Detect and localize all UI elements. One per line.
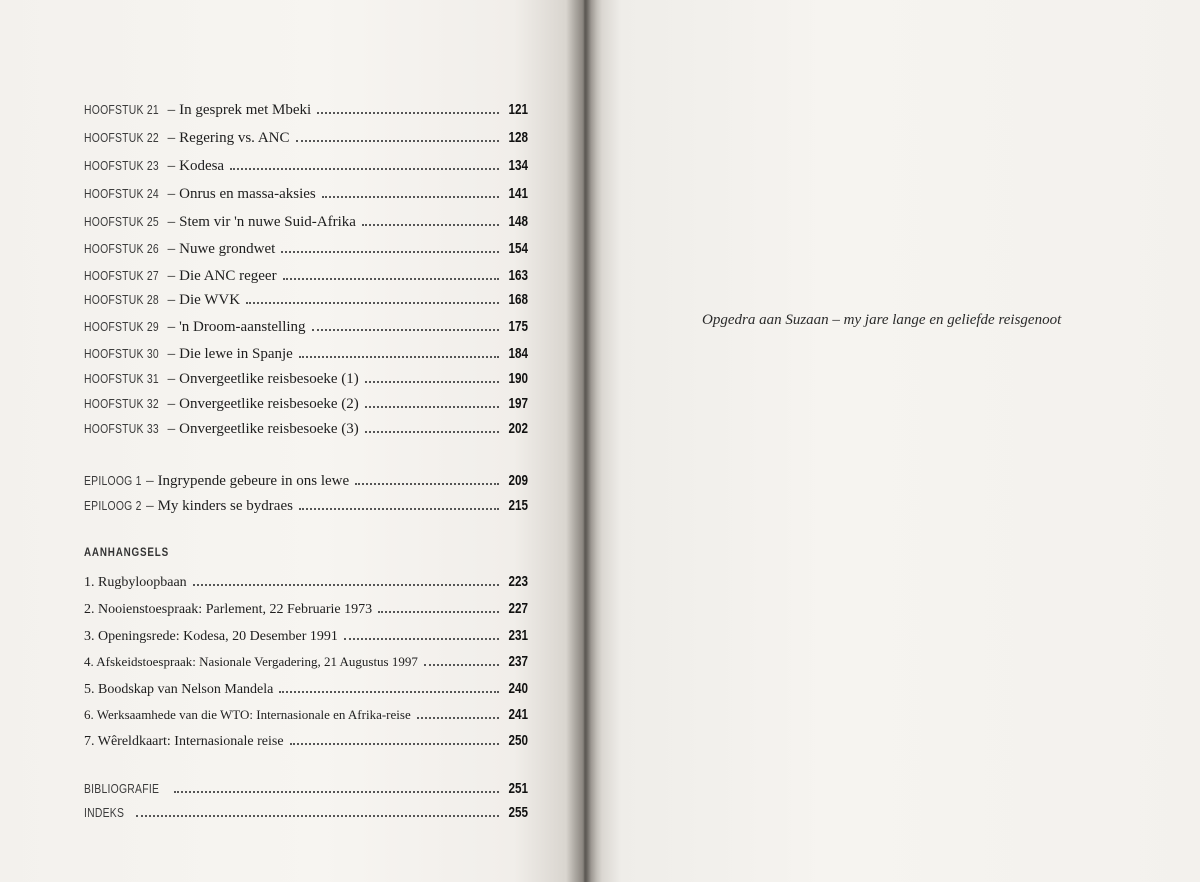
toc-entry-page: 148: [508, 213, 528, 230]
toc-entry-title: 1. Rugbyloopbaan: [84, 575, 187, 590]
dot-leader: [299, 507, 499, 510]
toc-entry[interactable]: [84, 267, 528, 289]
toc-entry-page: 154: [508, 240, 528, 257]
toc-entry-page: 141: [508, 185, 528, 202]
toc-entry-title: Onvergeetlike reisbesoeke (1): [179, 371, 359, 387]
toc-entry-title: 'n Droom-aanstelling: [179, 319, 306, 335]
toc-entry[interactable]: [84, 291, 528, 313]
toc-entry-page: 184: [508, 345, 528, 362]
toc-entry-label: HOOFSTUK 24: [84, 186, 159, 201]
toc-entry-title: Nuwe grondwet: [179, 241, 276, 257]
toc-entry-title: 2. Nooienstoespraak: Parlement, 22 Februarie 1973: [84, 602, 373, 617]
toc-entry[interactable]: [84, 129, 528, 151]
toc-entry-title: Die lewe in Spanje: [179, 346, 293, 362]
toc-entry-label: HOOFSTUK 26: [84, 241, 159, 256]
toc-entry-title: Onrus en massa-aksies: [179, 186, 316, 202]
dot-leader: [417, 716, 499, 719]
toc-entry-label: HOOFSTUK 21: [84, 102, 159, 117]
toc-entry[interactable]: [84, 395, 528, 417]
toc-entry-label: HOOFSTUK 30: [84, 346, 159, 361]
dot-leader: [424, 663, 499, 666]
dot-leader: [290, 742, 499, 745]
toc-entry[interactable]: [84, 185, 528, 207]
toc-entry-page: 134: [508, 157, 528, 174]
toc-entry-dash: –: [167, 186, 176, 202]
dedication-text: Opgedra aan Suzaan – my jare lange en geliefde reisgenoot: [702, 312, 1062, 328]
toc-entry-title: Stem vir 'n nuwe Suid-Afrika: [179, 214, 356, 230]
dot-leader: [279, 690, 499, 693]
toc-entry-page: 241: [508, 706, 528, 723]
dot-leader: [365, 405, 499, 408]
toc-entry-dash: –: [167, 346, 176, 362]
toc-entry-label: BIBLIOGRAFIE: [84, 781, 160, 796]
toc-entry-dash: –: [167, 130, 176, 146]
toc-entry[interactable]: [84, 157, 528, 179]
toc-entry-label: HOOFSTUK 28: [84, 292, 159, 307]
toc-entry-label: EPILOOG 2: [84, 498, 142, 513]
toc-entry-dash: –: [167, 371, 176, 387]
toc-entry-page: 209: [508, 472, 528, 489]
toc-entry-epilogue[interactable]: [84, 472, 528, 494]
toc-entry-title: Ingrypende gebeure in ons lewe: [157, 473, 350, 489]
toc-entry-label: HOOFSTUK 27: [84, 268, 159, 283]
toc-entry[interactable]: [84, 318, 528, 340]
toc-entry-title: 7. Wêreldkaart: Internasionale reise: [84, 734, 284, 749]
toc-entry-dash: –: [167, 158, 176, 174]
toc-entry-title: In gesprek met Mbeki: [179, 102, 312, 118]
dot-leader: [362, 223, 499, 226]
dot-leader: [378, 610, 499, 613]
toc-entry-page: 215: [508, 497, 528, 514]
toc-entry-page: 163: [508, 267, 528, 284]
dot-leader: [230, 167, 499, 170]
toc-entry-page: 197: [508, 395, 528, 412]
toc-entry-page: 227: [508, 600, 528, 617]
toc-entry[interactable]: [84, 420, 528, 442]
toc-entry-label: HOOFSTUK 29: [84, 319, 159, 334]
toc-entry-dash: –: [167, 268, 176, 284]
toc-entry-appendix[interactable]: [84, 573, 528, 595]
dot-leader: [193, 583, 499, 586]
dot-leader: [174, 790, 499, 793]
appendix-heading: AANHANGSELS: [84, 545, 170, 559]
toc-entry[interactable]: [84, 370, 528, 392]
dot-leader: [296, 139, 499, 142]
toc-entry-appendix[interactable]: [84, 627, 528, 649]
book-gutter: [566, 0, 602, 882]
toc-entry-epilogue[interactable]: [84, 497, 528, 519]
toc-entry-page: 128: [508, 129, 528, 146]
toc-entry-dash: –: [167, 319, 176, 335]
toc-entry-page: 240: [508, 680, 528, 697]
toc-entry-label: INDEKS: [84, 805, 125, 820]
toc-entry[interactable]: [84, 101, 528, 123]
toc-entry-appendix[interactable]: [84, 680, 528, 702]
toc-entry-title: 5. Boodskap van Nelson Mandela: [84, 682, 274, 697]
dot-leader: [136, 814, 499, 817]
toc-entry-label: HOOFSTUK 23: [84, 158, 159, 173]
toc-entry-label: HOOFSTUK 33: [84, 421, 159, 436]
toc-entry-page: 231: [508, 627, 528, 644]
toc-entry-page: 250: [508, 732, 528, 749]
toc-entry[interactable]: [84, 345, 528, 367]
toc-entry-title: Die WVK: [179, 292, 241, 308]
dot-leader: [246, 301, 499, 304]
toc-entry-bibliography[interactable]: [84, 780, 528, 802]
toc-entry-appendix[interactable]: [84, 732, 528, 754]
toc-entry-title: 3. Openingsrede: Kodesa, 20 Desember 1991: [84, 629, 338, 644]
toc-entry-title: 4. Afskeidstoespraak: Nasionale Vergadering, 21 Augustus 1997: [84, 654, 418, 669]
toc-entry-page: 202: [508, 420, 528, 437]
toc-entry-label: HOOFSTUK 31: [84, 371, 159, 386]
toc-entry-dash: –: [167, 214, 176, 230]
toc-entry-label: HOOFSTUK 25: [84, 214, 159, 229]
dot-leader: [317, 111, 499, 114]
toc-entry[interactable]: [84, 240, 528, 262]
toc-entry-page: 223: [508, 573, 528, 590]
toc-entry[interactable]: [84, 213, 528, 235]
toc-entry-dash: –: [167, 102, 176, 118]
toc-entry-label: EPILOOG 1: [84, 473, 142, 488]
toc-entry-dash: –: [167, 421, 176, 437]
dot-leader: [299, 355, 499, 358]
toc-entry-page: 237: [508, 653, 528, 670]
toc-entry-dash: –: [167, 396, 176, 412]
dot-leader: [312, 328, 499, 331]
dot-leader: [344, 637, 499, 640]
dot-leader: [365, 430, 499, 433]
dot-leader: [283, 277, 499, 280]
toc-entry-appendix[interactable]: [84, 706, 528, 728]
toc-entry-dash: –: [146, 498, 154, 514]
toc-entry-page: 175: [508, 318, 528, 335]
toc-entry-title: Die ANC regeer: [179, 268, 277, 284]
toc-entry-label: HOOFSTUK 32: [84, 396, 159, 411]
toc-entry-appendix[interactable]: [84, 653, 528, 675]
toc-entry-dash: –: [167, 292, 176, 308]
toc-entry-page: 121: [508, 101, 528, 118]
toc-entry-dash: –: [167, 241, 176, 257]
toc-entry-label: HOOFSTUK 22: [84, 130, 159, 145]
toc-entry-title: 6. Werksaamhede van die WTO: Internasionale en Afrika-reise: [84, 707, 411, 722]
toc-entry-dash: –: [146, 473, 154, 489]
right-page: [584, 0, 1200, 882]
toc-entry-page: 190: [508, 370, 528, 387]
toc-entry-title: Regering vs. ANC: [179, 130, 290, 146]
toc-entry-appendix[interactable]: [84, 600, 528, 622]
toc-entry-index[interactable]: [84, 804, 528, 826]
toc-entry-title: My kinders se bydraes: [157, 498, 293, 514]
toc-entry-page: 251: [508, 780, 528, 797]
dot-leader: [322, 195, 499, 198]
dot-leader: [281, 250, 499, 253]
left-page: [0, 0, 584, 882]
toc-entry-page: 255: [508, 804, 528, 821]
dot-leader: [355, 482, 499, 485]
toc-entry-title: Onvergeetlike reisbesoeke (2): [179, 396, 359, 412]
toc-entry-title: Kodesa: [179, 158, 225, 174]
dot-leader: [365, 380, 499, 383]
toc-entry-page: 168: [508, 291, 528, 308]
toc-entry-title: Onvergeetlike reisbesoeke (3): [179, 421, 359, 437]
